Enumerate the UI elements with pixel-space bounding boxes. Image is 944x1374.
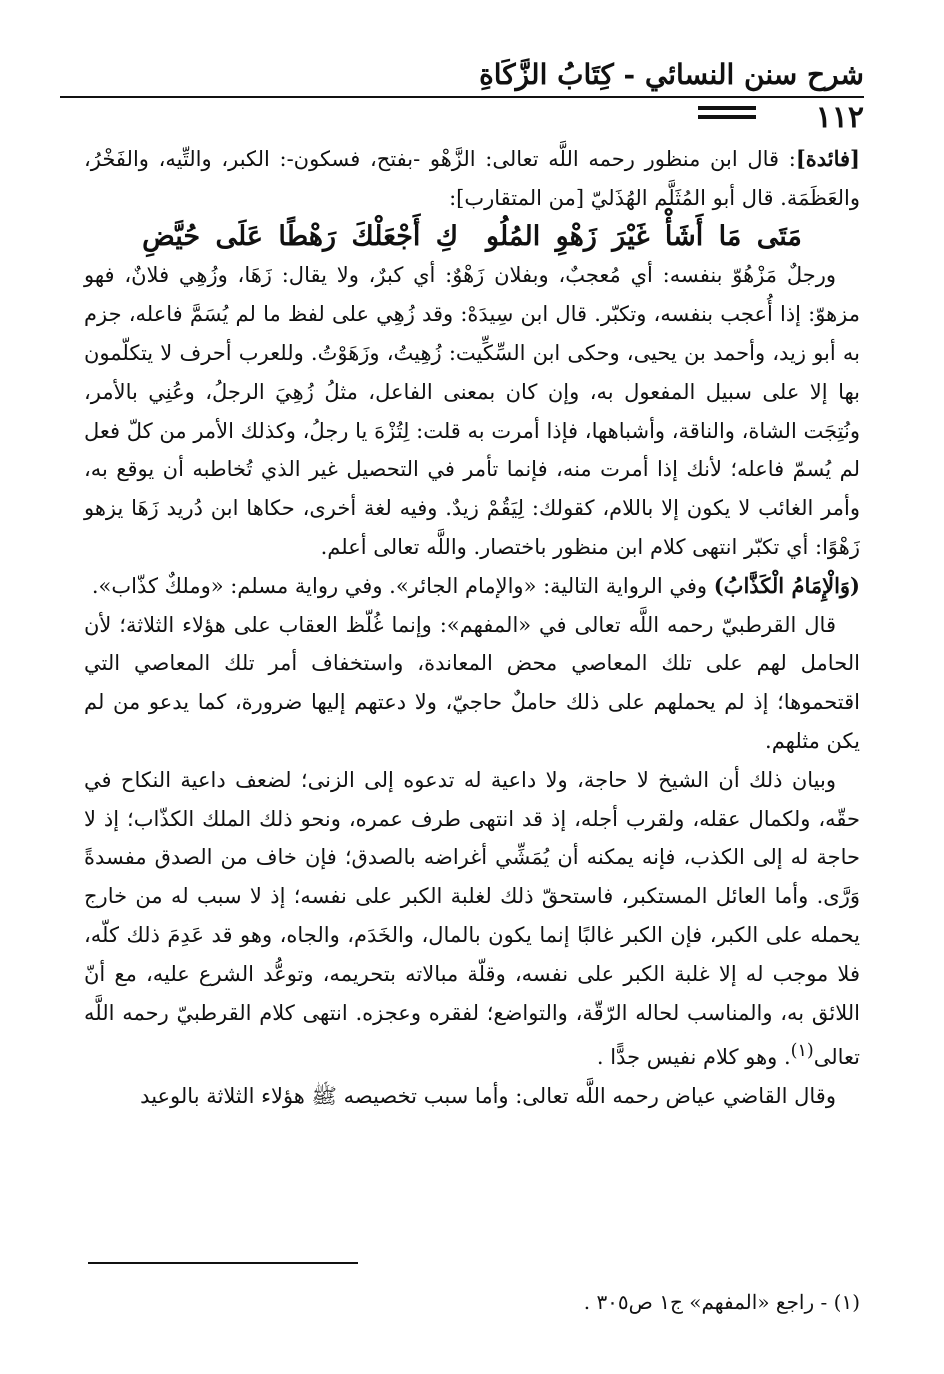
- header-rule: [60, 96, 864, 98]
- verse-second-hemistich: كِ أَجْعَلْكَ رَهْطًا عَلَى حُيَّضِ: [142, 220, 459, 252]
- faida-text: : قال ابن منظور رحمه اللَّه تعالى: الزَّهْو -بفتح، فسكون-: الكبر، والتِّيه، والفَخْرُ، والعَظَمَة. قال أبو المُثَلَّم الهُذَليّ [من المتقارب]:: [84, 147, 860, 210]
- faida-paragraph: [84, 140, 860, 218]
- paragraph-iyad: وقال القاضي عياض رحمه اللَّه تعالى: وأما سبب تخصيصه ﷺ هؤلاء الثلاثة بالوعيد: [140, 1084, 836, 1109]
- verse-first-hemistich: مَتَى مَا أَشَأْ غَيْرَ زَهْوِ المُلُو: [486, 220, 802, 252]
- paragraph-qurtubi: قال القرطبيّ رحمه اللَّه تعالى في «المفهم»: وإنما غُلّظ العقاب على هؤلاء الثلاثة؛ لأن الحامل لهم على تلك المعاصي محض المعاندة، واستخفاف أمر تلك المعاصي التي اقتحموها؛ إذ لم يحملهم على ذلك حاملٌ حاجيّ، ولا دعتهم إليها ضرورة، كما يدعو من لم يكن مثلهم.: [84, 612, 860, 753]
- explanation-text: وبيان ذلك أن الشيخ لا حاجة، ولا داعية له تدعوه إلى الزنى؛ لضعف داعية النكاح في حقّه، ولكمال عقله، ولقرب أجله، إذ قد انتهى طرف عمره، ونحو ذلك الملك الكذّاب؛ إذ لا حاجة له إلى الكذب، فإنه يمكنه أن يُمَشِّي أغراضه بالصدق؛ فإن خاف من الصدق مفسدةً وَرَّى. وأما العائل المستكبر، فاستحقّ ذلك لغلبة الكبر على نفسه؛ إذ لا سبب له من خارج يحمله على الكبر، فإن الكبر غالبًا إنما يكون بالمال، والخَدَم، والجاه، وهو قد عَدِمَ ذلك كلّه، فلا موجب له إلا غلبة الكبر على نفسه، وقلّة مبالاته بتحريمه، وتوعُّد الشرع عليه، مع أنّ اللائق به، والمناسب لحاله الرّقّة، والتواضع؛ لفقره وعجزه. انتهى كلام القرطبيّ رحمه اللَّه تعالى: [84, 767, 860, 1070]
- paragraph-lexicon: ورجلٌ مَزْهُوّ بنفسه: أي مُعجبٌ، وبفلان زَهْوٌ: أي كبرٌ، ولا يقال: زَهَا، وزُهِي فلانٌ، فهو مزهوّ: إذا أُعجب بنفسه، وتكبّر. قال ابن سِيدَهْ: وقد زُهِي على لفظ ما لم يُسَمَّ فاعله، جزم به أبو زيد، وأحمد بن يحيى، وحكى ابن السِّكِّيت: زُهِيتُ، وزَهَوْتُ. وللعرب أحرف لا يتكلّمون بها إلا على سبيل المفعول به، وإن كان بمعنى الفاعل، مثلُ زُهِيَ الرجلُ، وعُنِي بالأمر، ونُتِجَت الشاة، والناقة، وأشباهها، فإذا أمرت به قلت: لِتُزْهَ يا رجلُ، وكذلك الأمر من كلّ فعل لم يُسمّ فاعله؛ لأنك إذا أمرت منه، فإنما تأمر في التحصيل غير الذي تُخاطبه أن يوقع به، وأمر الغائب لا يكون إلا باللام، كقولك: لِيَقُمْ زيدٌ. وفيه لغة أخرى، حكاها ابن دُريد زَهَا يزهو زَهْوًا: أي تكبّر انتهى كلام ابن منظور باختصار. واللَّه تعالى أعلم.: [84, 263, 860, 559]
- explanation-end: . وهو كلام نفيس جدًّا .: [596, 1045, 791, 1070]
- hadith-phrase-label: (وَالْإِمَامُ الْكَذَّابُ): [713, 572, 860, 598]
- page-body: [84, 140, 860, 1116]
- page-header: [60, 58, 864, 138]
- poetry-verse: [84, 218, 860, 257]
- page-number: ١١٢: [815, 100, 864, 135]
- footnote: (١) - راجع «المفهم» ج١ ص٣٠٥ .: [583, 1290, 860, 1314]
- footnote-reference[interactable]: (١): [790, 1041, 814, 1062]
- page-number-ornament: [698, 106, 756, 124]
- paragraph-hadith-phrase: [84, 567, 860, 606]
- faida-label: [فائدة]: [795, 146, 860, 171]
- running-title: شرح سنن النسائي - كِتَابُ الزَّكَاةِ: [479, 58, 864, 91]
- paragraph-explanation: [84, 761, 860, 1077]
- footnote-rule: [88, 1262, 358, 1264]
- hadith-phrase-text: وفي الرواية التالية: «والإمام الجائر». وفي رواية مسلم: «وملكٌ كذّاب».: [91, 573, 708, 598]
